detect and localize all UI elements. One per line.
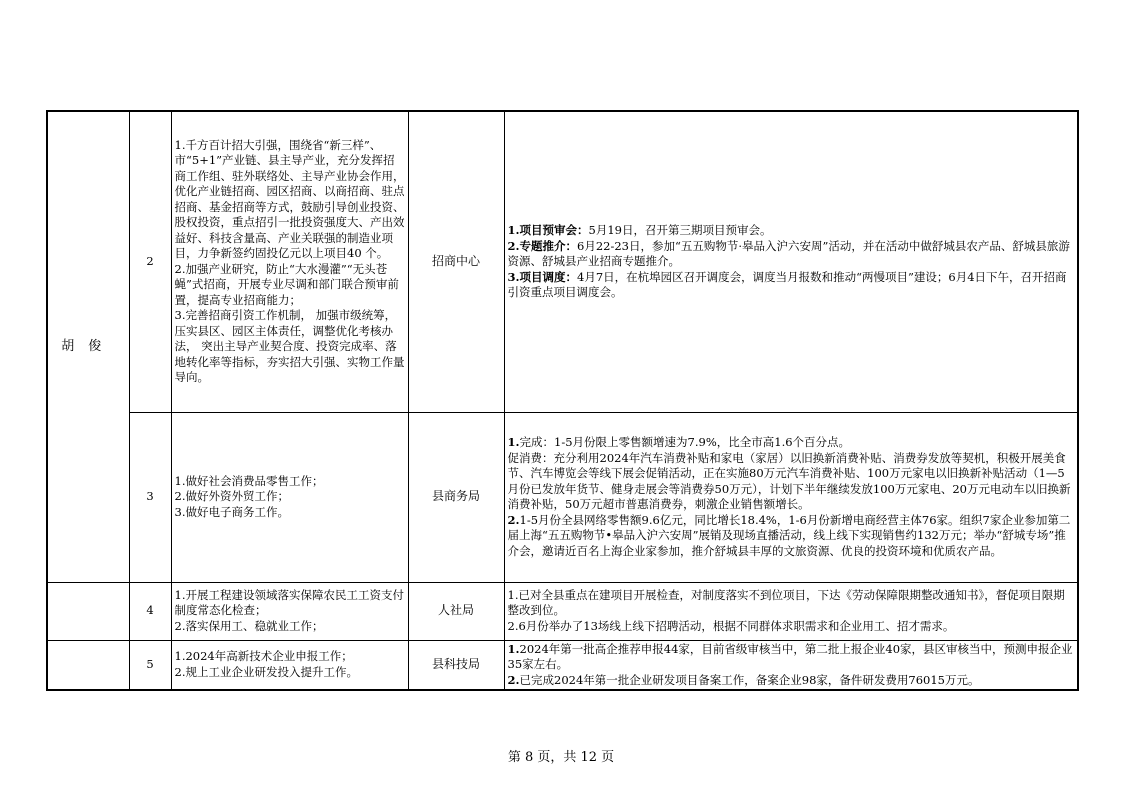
progress-text: 1-5月份全县网络零售额9.6亿元，同比增长18.4%，1-6月份新增电商经营主体76家。组织7家企业参加第二届上海“五五购物节•皋品入沪六安周”展销及现场直播活动，线上线下实现销售约132万元；举办“舒城专场”推介会，邀请近百名上海企业家参加，推介舒城县丰厚的文旅资源、优良的投资环境和优质农产品。 xyxy=(507,512,1071,558)
department-cell: 人社局 xyxy=(408,582,504,640)
task-item: 3.做好电子商务工作。 xyxy=(174,504,289,519)
progress-heading: 1. xyxy=(507,435,520,449)
progress-cell xyxy=(504,640,1078,690)
work-progress-table xyxy=(46,110,1079,691)
progress-item xyxy=(508,619,1075,635)
task-item: 1.开展工程建设领域落实保障农民工工资支付制度常态化检查； xyxy=(174,587,404,618)
progress-text: 完成：1-5月份限上零售额增速为7.9%，比全市高1.6个百分点。 xyxy=(519,435,851,449)
row-number: 2 xyxy=(129,111,171,412)
row-number: 3 xyxy=(129,412,171,582)
progress-text: 已完成2024年第一批企业研发项目备案工作，备案企业98家，备件研发费用76015万元。 xyxy=(519,672,980,687)
progress-heading: 1.项目预审会： xyxy=(507,223,589,237)
task-item: 2.加强产业研究，防止“大水漫灌”“无头苍蝇”式招商，开展专业尽调和部门联合预审前置，提高专业招商能力； xyxy=(174,261,399,307)
progress-text: 4月7日，在杭埠园区召开调度会，调度当月报数和推动“两慢项目”建设；6月4日下午，召开招商引资重点项目调度会。 xyxy=(507,269,1067,299)
progress-item xyxy=(508,588,1075,619)
progress-item xyxy=(508,513,1075,560)
task-item: 1.2024年高新技术企业申报工作； xyxy=(174,649,353,664)
task-cell xyxy=(171,640,408,690)
progress-heading: 2.专题推介： xyxy=(507,238,578,253)
task-item: 1.做好社会消费品零售工作； xyxy=(174,473,324,488)
progress-text: 6月22-23日，参加“五五购物节·皋品入沪六安周”活动，并在活动中做舒城县农产品、舒城县旅游资源、舒城县产业招商专题推介。 xyxy=(507,238,1070,268)
department-cell: 县商务局 xyxy=(408,412,504,582)
table-row xyxy=(47,582,1078,640)
progress-text: 促消费：充分利用2024年汽车消费补贴和家电（家居）以旧换新消费补贴、消费券发放等契机，积极开展美食节、汽车博览会等线下展会促销活动，正在实施80万元汽车消费补贴、100万元家电以旧换新补贴活动（1—5月份已发放年货节、健身走展会等消费券50万元），计划下半年继续发放100万元家电、20万元电动车以旧换新消费补贴，50万元超市普惠消费券，刺激企业销售额增长。 xyxy=(507,450,1071,511)
progress-item xyxy=(508,642,1075,673)
task-item: 2.做好外资外贸工作； xyxy=(174,489,289,504)
progress-cell xyxy=(504,111,1078,412)
progress-heading: 2. xyxy=(507,512,520,527)
table-row xyxy=(47,111,1078,412)
department-cell: 招商中心 xyxy=(408,111,504,412)
progress-text: 2.6月份举办了13场线上线下招聘活动，根据不同群体求职需求和企业用工、招才需求。 xyxy=(507,618,955,633)
leader-name-cell: 胡俊 xyxy=(47,111,129,582)
progress-item xyxy=(508,451,1075,513)
progress-text: 5月19日，召开第三期项目预审会。 xyxy=(588,223,772,237)
progress-item xyxy=(508,239,1075,270)
task-cell xyxy=(171,412,408,582)
leader-name-cell xyxy=(47,640,129,690)
progress-heading: 2. xyxy=(507,672,520,687)
leader-name-cell xyxy=(47,582,129,640)
progress-item xyxy=(508,673,1075,689)
row-number: 5 xyxy=(129,640,171,690)
progress-heading: 3.项目调度： xyxy=(507,269,578,284)
task-item: 2.规上工业企业研发投入提升工作。 xyxy=(174,664,358,679)
progress-text: 2024年第一批高企推荐申报44家，目前省级审核当中，第二批上报企业40家，县区审核当中，预测申报企业35家左右。 xyxy=(507,641,1073,671)
progress-item xyxy=(508,435,1075,451)
task-cell xyxy=(171,111,408,412)
progress-cell xyxy=(504,582,1078,640)
progress-item xyxy=(508,223,1075,239)
progress-cell xyxy=(504,412,1078,582)
table-row xyxy=(47,412,1078,582)
department-cell: 县科技局 xyxy=(408,640,504,690)
row-number: 4 xyxy=(129,582,171,640)
progress-item xyxy=(508,270,1075,301)
page-footer: 第 8 页，共 12 页 xyxy=(507,750,615,765)
progress-heading: 1. xyxy=(507,641,520,656)
progress-text: 1.已对全县重点在建项目开展检查，对制度落实不到位项目，下达《劳动保障限期整改通知书》，督促项目限期整改到位。 xyxy=(507,587,1065,618)
task-item: 1.千方百计招大引强，围绕省“新三样”、市“5+1”产业链、县主导产业，充分发挥招商工作组、驻外联络处、主导产业协会作用，优化产业链招商、园区招商、以商招商、驻点招商、基金招商等方式，鼓励引导创业投资、股权投资，重点招引一批投资强度大、产出效益好、科技含量高、产业关联强的制造业项目，力争新签约固投亿元以上项目40 个。 xyxy=(174,137,405,261)
task-item: 3.完善招商引资工作机制， 加强市级统筹，压实县区、园区主体责任，调整优化考核办法， 突出主导产业契合度、投资完成率、落地转化率等指标，夯实招大引强、实物工作量导向。 xyxy=(174,308,405,385)
task-item: 2.落实保用工、稳就业工作； xyxy=(174,618,324,633)
table-row xyxy=(47,640,1078,690)
task-cell xyxy=(171,582,408,640)
